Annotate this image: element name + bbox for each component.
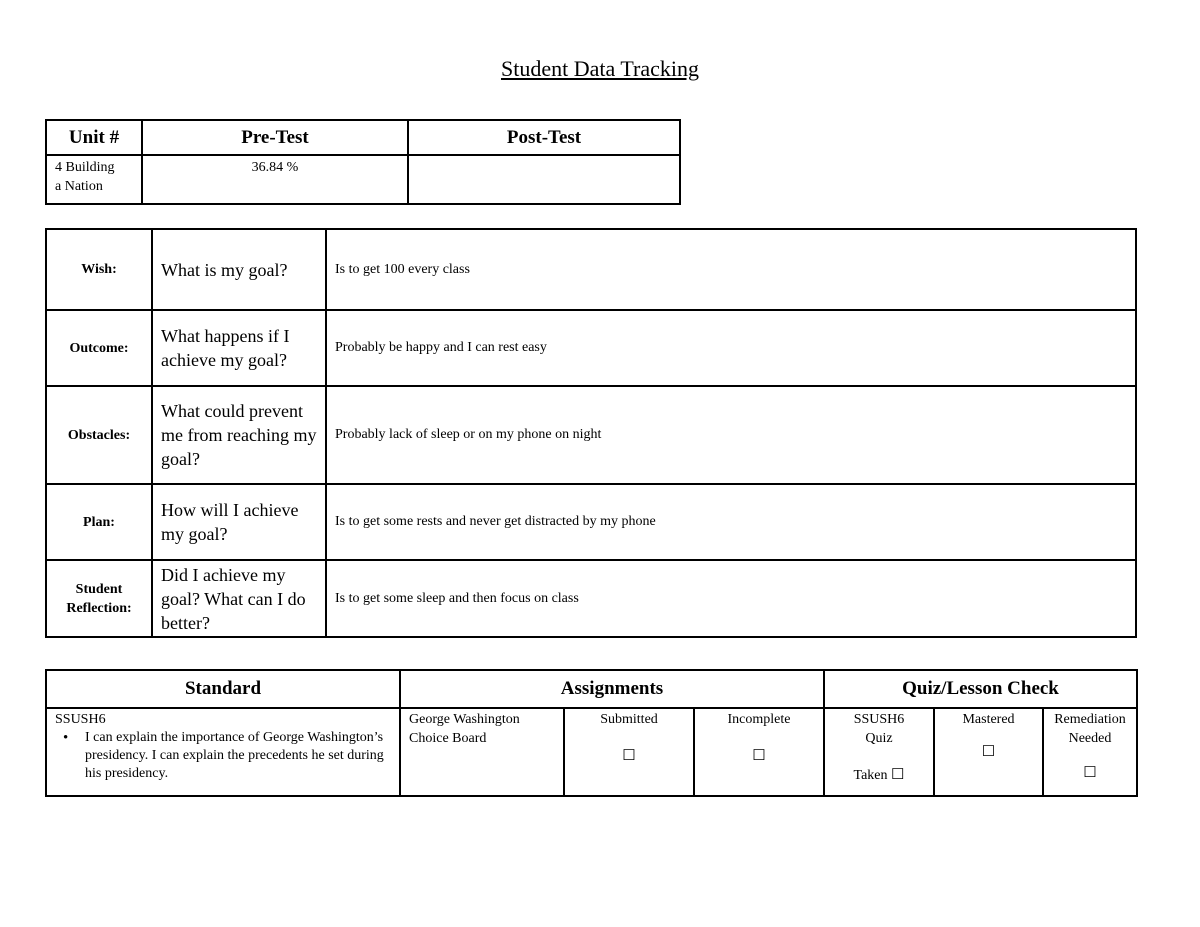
- reflection-label: [46, 560, 152, 637]
- taken-label: Taken: [853, 768, 888, 783]
- unit-cell: [46, 155, 142, 204]
- standard-code: SSUSH6: [55, 712, 106, 727]
- reflection-label-line1: Student: [75, 581, 123, 597]
- post-test-header: Post-Test: [408, 120, 680, 155]
- standard-table-header-row: [46, 670, 1137, 708]
- unit-header: Unit #: [46, 120, 142, 155]
- remediation-label-line1: Remediation: [1054, 712, 1126, 727]
- submitted-label: Submitted: [600, 712, 658, 727]
- page-title: Student Data Tracking: [501, 56, 699, 81]
- quiz-name-line1: SSUSH6: [853, 712, 905, 727]
- quiz-name-line2: Quiz: [865, 731, 893, 746]
- assignment-cell: [400, 708, 564, 796]
- obstacles-label: Obstacles:: [46, 386, 152, 484]
- reflection-row: [46, 560, 1136, 637]
- quiz-header: Quiz/Lesson Check: [824, 670, 1137, 708]
- remediation-label-line2: Needed: [1068, 731, 1112, 746]
- standard-header: Standard: [46, 670, 400, 708]
- quiz-cell: [824, 708, 934, 796]
- pre-test-header: Pre-Test: [142, 120, 408, 155]
- reflection-label-line2: Reflection:: [66, 600, 132, 616]
- standard-cell: [46, 708, 400, 796]
- unit-table: [45, 119, 681, 205]
- incomplete-label: Incomplete: [727, 712, 791, 727]
- standard-table: [45, 669, 1138, 797]
- assignment-name-line1: George Washington: [409, 712, 520, 727]
- pre-test-score: 36.84 %: [142, 155, 408, 204]
- remediation-checkbox[interactable]: ☐: [1083, 765, 1097, 781]
- mastered-cell: [934, 708, 1043, 796]
- mastered-label: Mastered: [962, 712, 1015, 727]
- standard-row: [46, 708, 1137, 796]
- reflection-answer: Is to get some sleep and then focus on class: [326, 560, 1136, 637]
- wish-label: Wish:: [46, 229, 152, 310]
- outcome-label: Outcome:: [46, 310, 152, 386]
- standard-list: [55, 729, 391, 783]
- outcome-row: [46, 310, 1136, 386]
- reflection-question: Did I achieve my goal? What can I do better?: [152, 560, 326, 637]
- obstacles-question: What could prevent me from reaching my goal?: [152, 386, 326, 484]
- taken-checkbox[interactable]: ☐: [891, 767, 905, 783]
- goal-table: [45, 228, 1137, 638]
- mastered-checkbox[interactable]: ☐: [981, 744, 996, 760]
- outcome-question: What happens if I achieve my goal?: [152, 310, 326, 386]
- post-test-score: [408, 155, 680, 204]
- remediation-cell: [1043, 708, 1137, 796]
- unit-name-line1: 4 Building: [55, 160, 115, 175]
- submitted-cell: [564, 708, 694, 796]
- assignment-name-line2: Choice Board: [409, 731, 487, 746]
- plan-label: Plan:: [46, 484, 152, 560]
- plan-row: [46, 484, 1136, 560]
- standard-bullet: • I can explain the importance of George Washington’s presidency. I can explain the precedents he set during his presidency.: [85, 729, 391, 783]
- unit-name-line2: a Nation: [55, 179, 103, 194]
- unit-table-row: [46, 155, 680, 204]
- incomplete-checkbox[interactable]: ☐: [752, 748, 766, 764]
- submitted-checkbox[interactable]: ☐: [622, 748, 636, 764]
- outcome-answer: Probably be happy and I can rest easy: [326, 310, 1136, 386]
- incomplete-cell: [694, 708, 824, 796]
- wish-answer: Is to get 100 every class: [326, 229, 1136, 310]
- assignments-header: Assignments: [400, 670, 824, 708]
- obstacles-answer: Probably lack of sleep or on my phone on night: [326, 386, 1136, 484]
- wish-row: [46, 229, 1136, 310]
- plan-answer: Is to get some rests and never get distracted by my phone: [326, 484, 1136, 560]
- unit-table-header-row: [46, 120, 680, 155]
- obstacles-row: [46, 386, 1136, 484]
- plan-question: How will I achieve my goal?: [152, 484, 326, 560]
- wish-question: What is my goal?: [152, 229, 326, 310]
